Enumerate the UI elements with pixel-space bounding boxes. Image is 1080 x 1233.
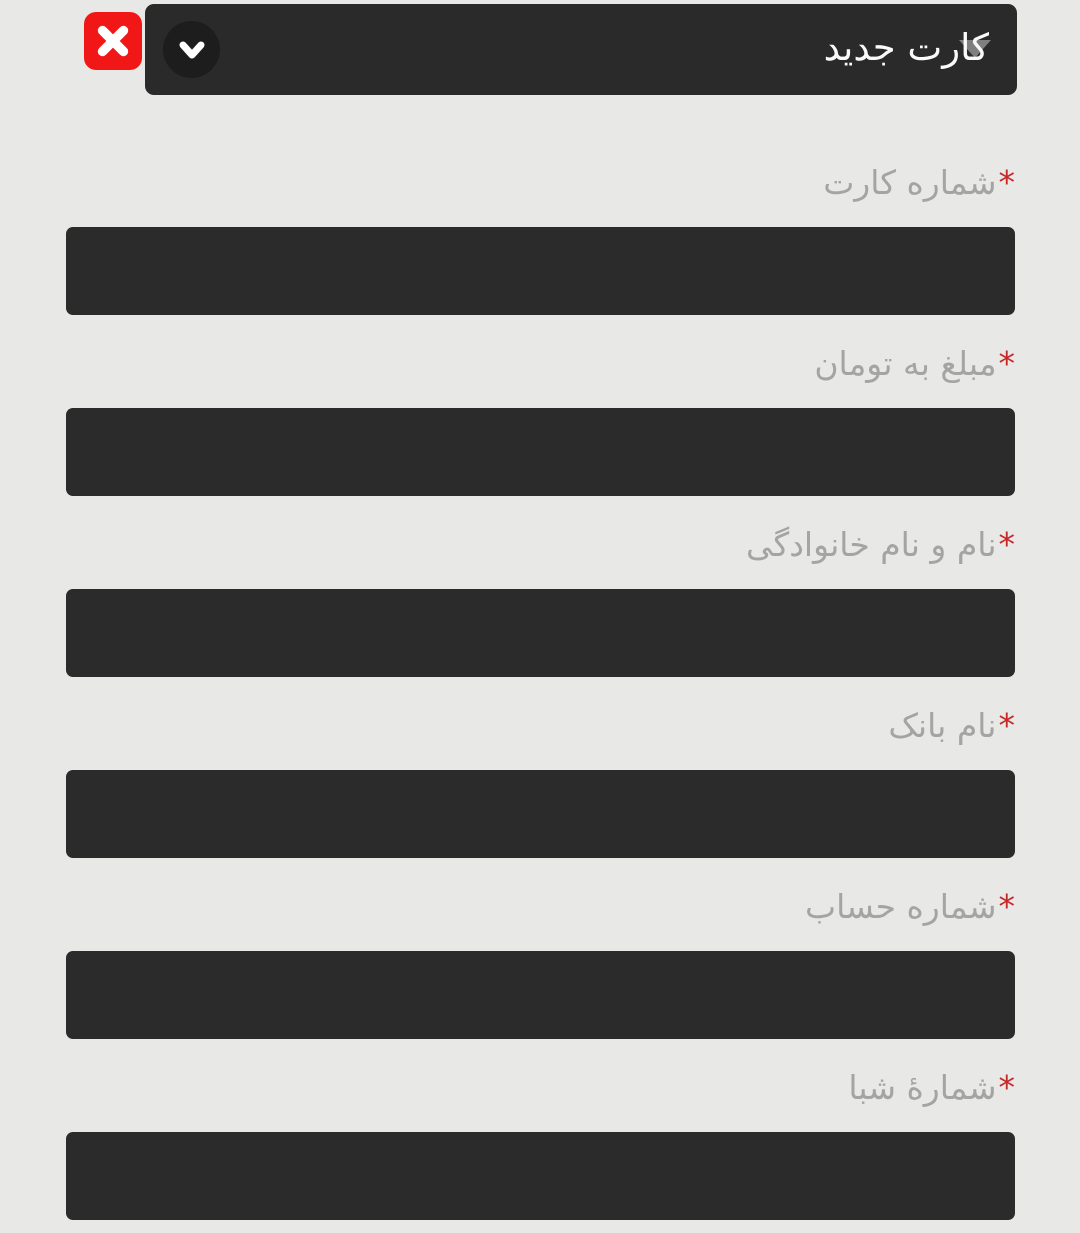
field-label-card-number [66, 161, 1015, 205]
close-icon [94, 22, 132, 60]
field-label-text: نام بانک [888, 706, 997, 745]
field-group-bank-name [66, 704, 1015, 858]
required-asterisk: * [998, 706, 1015, 745]
field-label-text: شمارهٔ شبا [848, 1068, 997, 1107]
field-label-bank-name [66, 704, 1015, 748]
field-label-text: مبلغ به تومان [814, 344, 997, 383]
field-label-amount-toman [66, 342, 1015, 386]
field-label-text: شماره کارت [823, 163, 997, 202]
bank-name-input[interactable] [66, 770, 1015, 858]
field-label-text: شماره حساب [805, 887, 997, 926]
field-group-amount-toman [66, 342, 1015, 496]
field-group-full-name [66, 523, 1015, 677]
required-asterisk: * [998, 344, 1015, 383]
card-select-value: کارت جدید [823, 26, 989, 69]
amount-toman-input[interactable] [66, 408, 1015, 496]
new-card-form [0, 161, 1080, 1220]
field-group-account-number [66, 885, 1015, 1039]
field-group-card-number [66, 161, 1015, 315]
field-label-text: نام و نام خانوادگی [745, 525, 997, 564]
card-number-input[interactable] [66, 227, 1015, 315]
field-label-sheba-number [66, 1066, 1015, 1110]
required-asterisk: * [998, 525, 1015, 564]
required-asterisk: * [998, 887, 1015, 926]
header [0, 0, 1080, 96]
sheba-number-input[interactable] [66, 1132, 1015, 1220]
full-name-input[interactable] [66, 589, 1015, 677]
chevron-down-icon [175, 33, 209, 67]
select-expand-button[interactable] [163, 21, 220, 78]
required-asterisk: * [998, 163, 1015, 202]
close-button[interactable] [84, 12, 142, 70]
required-asterisk: * [998, 1068, 1015, 1107]
field-label-account-number [66, 885, 1015, 929]
account-number-input[interactable] [66, 951, 1015, 1039]
field-label-full-name [66, 523, 1015, 567]
field-group-sheba-number [66, 1066, 1015, 1220]
card-type-select[interactable] [145, 4, 1017, 95]
